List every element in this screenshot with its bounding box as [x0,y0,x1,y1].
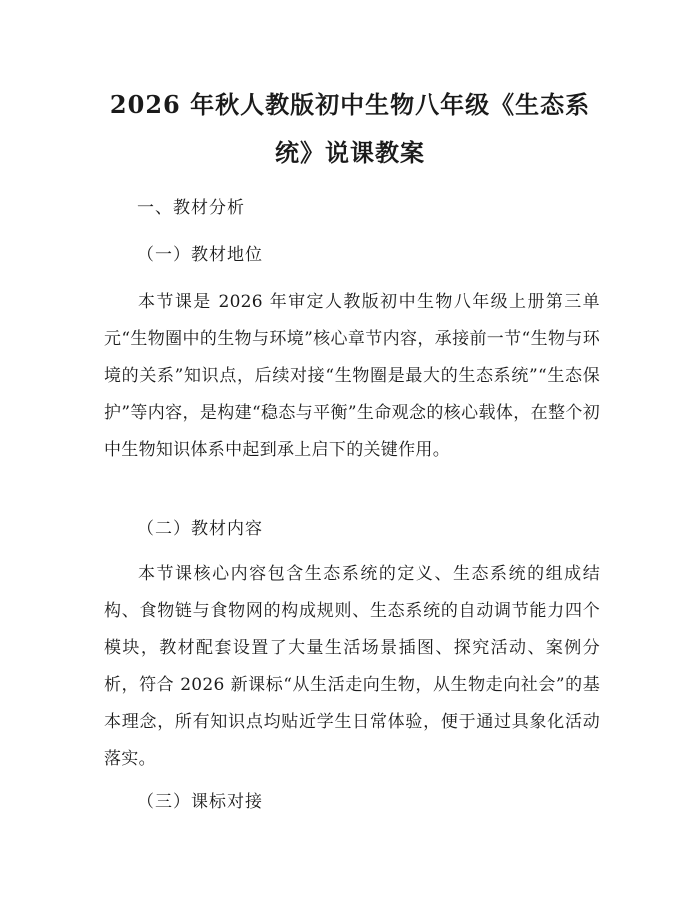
paragraph-textbook-content: 本节课核心内容包含生态系统的定义、生态系统的组成结构、食物链与食物网的构成规则、生态系统的自动调节能力四个模块，教材配套设置了大量生活场景插图、探究活动、案例分析，符合 2026 新课标“从生活走向生物，从生物走向社会”的基本理念，所有知识点均贴近学生日常体验，便于通过具象化活动落实。 [104,564,600,769]
document-title-line-2: 统》说课教案 [275,138,425,167]
paragraph-textbook-position: 本节课是 2026 年审定人教版初中生物八年级上册第三单元“生物圈中的生物与环境”核心章节内容，承接前一节“生物与环境的关系”知识点，后续对接“生物圈是最大的生态系统”“生态保护”等内容，是构建“稳态与平衡”生命观念的核心载体，在整个初中生物知识体系中起到承上启下的关键作用。 [104,292,600,460]
document-title-line-1: 2026 年秋人教版初中生物八年级《生态系 [109,90,591,119]
section-heading-textbook-analysis: 一、教材分析 [137,198,245,218]
subheading-textbook-content: （二）教材内容 [137,519,263,539]
subheading-curriculum-standards: （三）课标对接 [137,792,263,812]
subheading-textbook-position: （一）教材地位 [137,245,263,265]
